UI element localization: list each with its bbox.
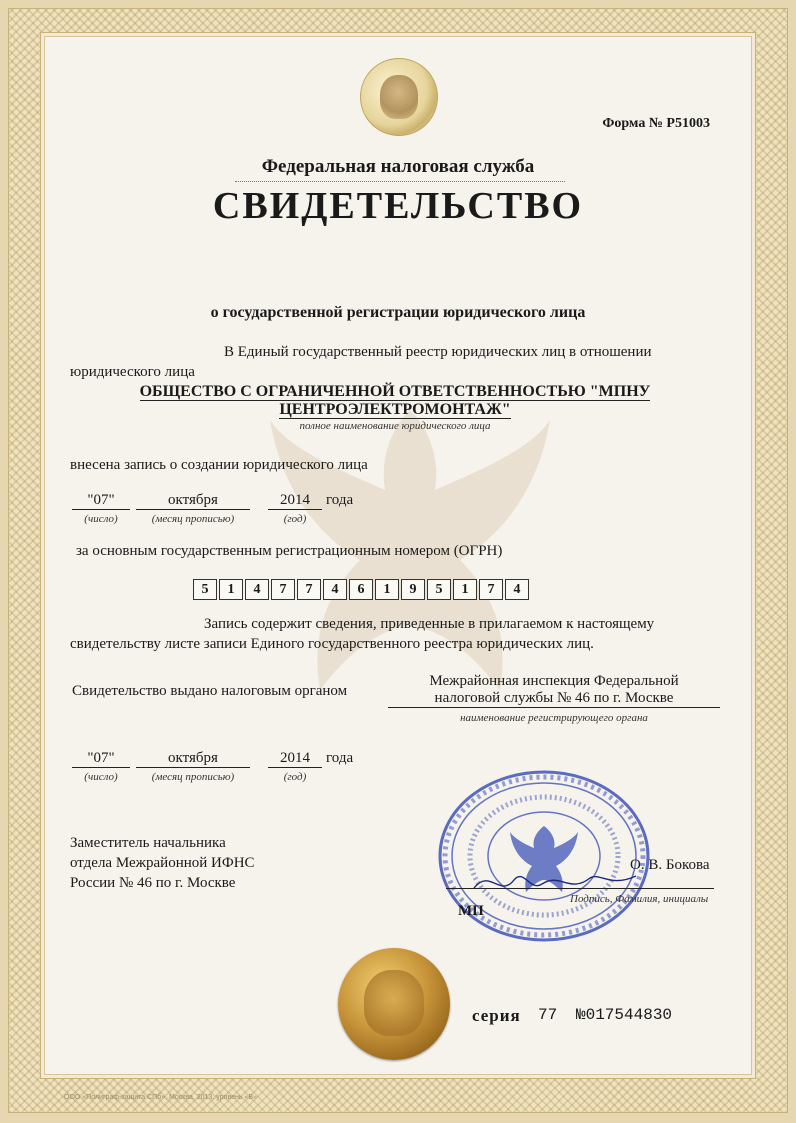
issued-by-label: Свидетельство выдано налоговым органом [72,683,348,699]
issuer-caption: наименование регистрирующего органа [460,712,648,724]
ogrn-digit: 6 [349,579,373,600]
issuer-line-2: налоговой службы № 46 по г. Москве [388,690,720,708]
ogrn-digit: 7 [479,579,503,600]
document-title: СВИДЕТЕЛЬСТВО [212,185,584,227]
ogrn-digit: 1 [375,579,399,600]
date-1-month-caption: (месяц прописью) [151,513,235,525]
ogrn-digit: 1 [219,579,243,600]
date-2-day: "07" [72,750,130,768]
agency-underline [235,181,565,182]
agency-name: Федеральная налоговая служба [261,156,535,177]
signer-name: О. В. Бокова [630,857,710,873]
ogrn-digit: 5 [427,579,451,600]
company-caption: полное наименование юридического лица [299,420,491,432]
series-value: 77 [538,1006,558,1024]
company-name-line-2: ЦЕНТРОЭЛЕКТРОМОНТАЖ" [279,401,511,418]
form-number: Форма № Р51003 [602,116,710,131]
date-1-year: 2014 [268,492,322,510]
signer-title-line-1: Заместитель начальника [70,835,226,851]
date-2-day-caption: (число) [84,771,118,783]
date-2-year-caption: (год) [283,771,307,783]
date-2-year: 2014 [268,750,322,768]
date-1-day: "07" [72,492,130,510]
issuer-line-1: Межрайонная инспекция Федеральной [429,673,679,689]
signature-caption: Подпись, Фамилия, инициалы [570,893,709,905]
ogrn-digit: 5 [193,579,217,600]
date-2-month: октября [136,750,250,768]
intro-line-1: В Единый государственный реестр юридических лиц в отношении [224,344,652,360]
info-line-1: Запись содержит сведения, приведенные в прилагаемом к настоящему [204,616,655,632]
ogrn-digit: 9 [401,579,425,600]
record-text: внесена запись о создании юридического лица [70,457,368,473]
signer-title-line-2: отдела Межрайонной ИФНС [70,855,255,871]
printer-footer: ООО «Полиграф-защита СПб», Москва, 2013, уровень «В» [64,1094,257,1101]
date-1-year-suffix: года [326,492,354,508]
document-subtitle: о государственной регистрации юридического лица [210,304,586,321]
date-2-year-suffix: года [326,750,354,766]
date-1-month: октября [136,492,250,510]
date-1-day-caption: (число) [84,513,118,525]
series-label: серия [472,1006,521,1025]
mp-label: МП [458,903,484,919]
ogrn-label: за основным государственным регистрационным номером (ОГРН) [76,543,503,559]
ogrn-digit: 7 [271,579,295,600]
ogrn-digit: 4 [245,579,269,600]
company-name-line-1: ОБЩЕСТВО С ОГРАНИЧЕННОЙ ОТВЕТСТВЕННОСТЬЮ "МПНУ [139,383,651,400]
date-2-month-caption: (месяц прописью) [151,771,235,783]
ogrn-digit: 4 [505,579,529,600]
ogrn-digit: 7 [297,579,321,600]
hologram-emblem-icon [360,58,438,136]
ogrn-digit: 1 [453,579,477,600]
gold-seal-icon [338,948,450,1060]
handwritten-signature-icon [470,858,640,904]
signer-title-line-3: России № 46 по г. Москве [70,875,236,891]
ogrn-digit: 4 [323,579,347,600]
intro-line-2: юридического лица [70,364,195,380]
info-line-2: свидетельству листе записи Единого государственного реестра юридических лиц. [70,636,594,652]
date-1-year-caption: (год) [283,513,307,525]
document-number: №017544830 [576,1006,673,1024]
